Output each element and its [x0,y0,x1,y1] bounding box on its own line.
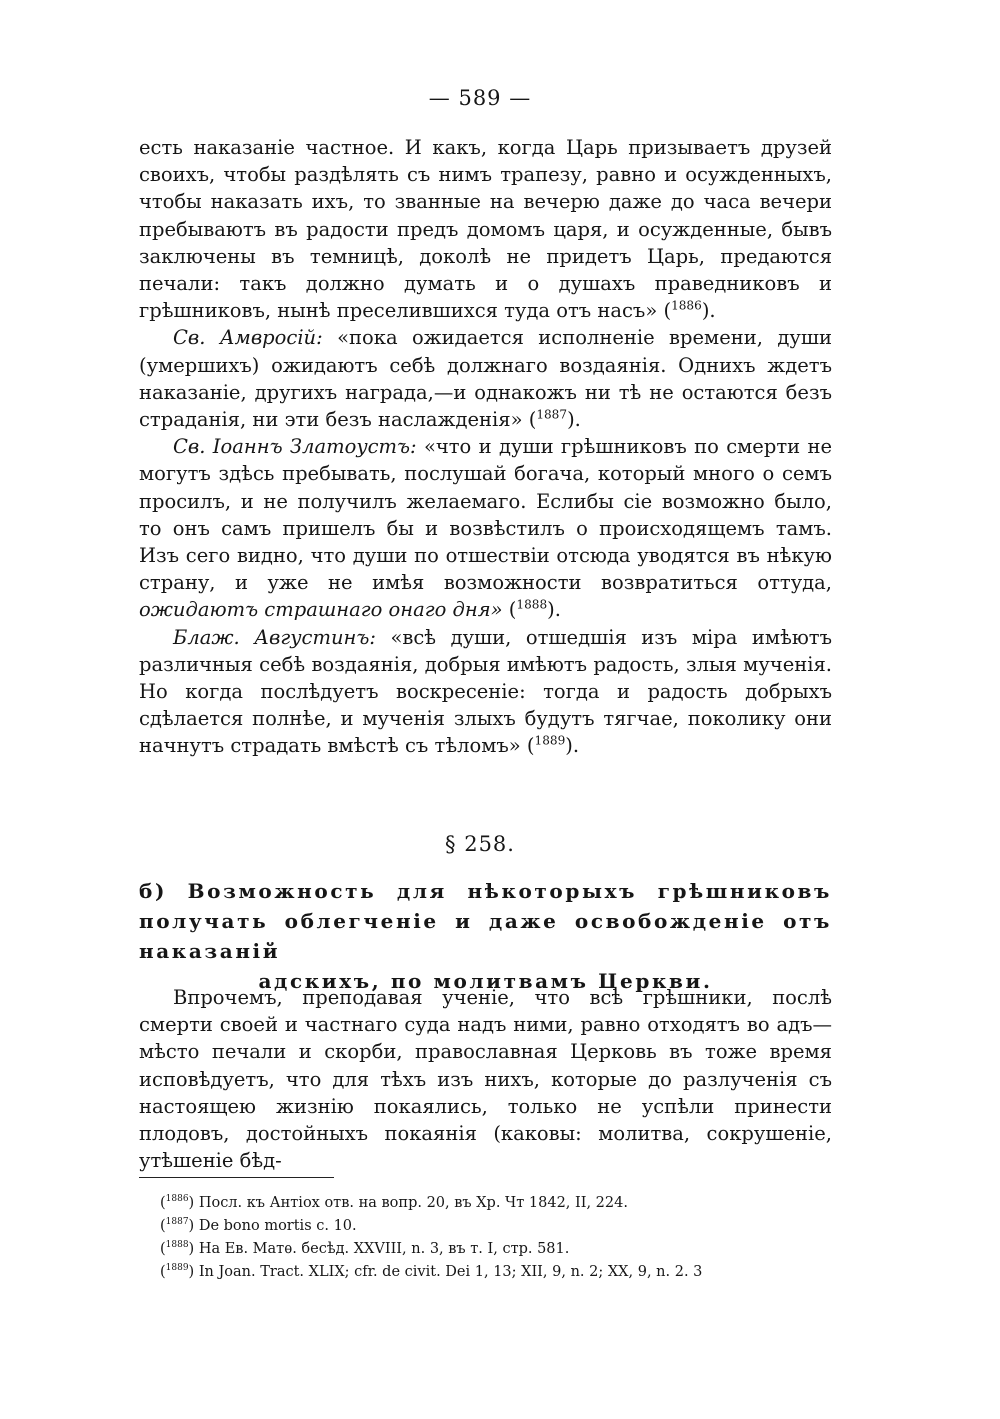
italic-quote: ожидаютъ страшнаго онаго дня» [139,598,503,622]
footnote: ($^{1887}$) De bono mortis c. 10. [160,1217,357,1234]
paragraph-end: ). [547,598,561,622]
footnote-text: ) In Joan. Tract. XLIX; cfr. de civit. Dei 1, 13; XII, 9, n. 2; XX, 9, n. 2. 3 [188,1264,703,1280]
section-text-block [139,984,832,1174]
section-number: § 258. [445,832,515,856]
footnote: ($^{1889}$) In Joan. Tract. XLIX; cfr. de civit. Dei 1, 13; XII, 9, n. 2; XX, 9, n. 2. 3 [160,1263,703,1280]
footnote: ($^{1886}$) Посл. къ Антiох отв. на вопр. 20, въ Хр. Чт 1842, II, 224. [160,1194,628,1211]
paragraph-text: «пока ожидается исполненiе времени, души (умершихъ) ожидаютъ себѣ должнаго воздаянiя. Однихъ ждетъ наказанiе, другихъ награда,—и однакожъ ни тѣ не остаются безъ страданiя, ни эти безъ наслажденiя» ( [139,326,832,432]
paragraph-augustine [139,624,832,760]
footnote-ref[interactable]: 1889 [534,733,566,748]
author-name: Св. Iоаннъ Златоустъ: [173,435,417,459]
footnote-text: ) На Ев. Матѳ. бесѣд. XXVIII, n. 3, въ т. I, стр. 581. [188,1241,570,1257]
paragraph-text: есть наказанiе частное. И какъ, когда Царь призываетъ друзей своихъ, чтобы раздѣлять съ нимъ трапезу, равно и осужденныхъ, чтобы наказать ихъ, то званные на вечерю даже до часа вечери пребываютъ въ радости предъ домомъ царя, и осужденные, бывъ заключены въ темницѣ, доколѣ не придетъ Царь, предаются печали: такъ должно думать и о душахъ праведниковъ и грѣшниковъ, нынѣ преселившихся туда отъ насъ» ( [139,136,832,323]
paragraph-text: «что и души грѣшниковъ по смерти не могутъ здѣсь пребывать, послушай богача, который много о семъ просилъ, и не получилъ желаемаго. Еслибы сiе возможно было, то онъ самъ пришелъ бы и возвѣстилъ о происходящемъ тамъ. Изъ сего видно, что души по отшествiи отсюда уводятся въ нѣкую страну, и уже не имѣя возможности возвратиться оттуда, [139,435,832,595]
author-name: Блаж. Августинъ: [173,625,376,649]
paragraph-continuation [139,134,832,324]
paragraph-end: ). [565,734,580,758]
author-name: Св. Амвросiй: [173,326,323,350]
page-number: — 589 — [428,86,532,110]
footnote: ($^{1888}$) На Ев. Матѳ. бесѣд. XXVIII, n. 3, въ т. I, стр. 581. [160,1240,570,1257]
footnotes [160,1192,840,1284]
section-heading [139,876,832,996]
section-paragraph: Впрочемъ, преподавая ученiе, что всѣ грѣшники, послѣ смерти своей и частнаго суда надъ ними, равно отходятъ во адъ—мѣсто печали и скорби, православная Церковь въ тоже время исповѣдуетъ, что для тѣхъ изъ нихъ, которые до разлученiя съ настоящею жизнiю покаялись, только не успѣли принести плодовъ, достойныхъ покаянiя (каковы: молитва, сокрушенiе, утѣшенiе бѣд- [139,986,832,1173]
footnote-number: 1889 [165,1263,189,1274]
footnote-ref[interactable]: 1887 [536,407,568,422]
footnote-ref[interactable]: 1888 [516,597,548,612]
footnote-number: 1888 [165,1240,189,1251]
paragraph-ambrose [139,324,832,433]
paragraph-text: «всѣ души, отшедшiя изъ мiра имѣютъ различныя себѣ воздаянiя, добрыя имѣютъ радость, злыя мученiя. Но когда послѣдуетъ воскресенiе: тогда и радость добрыхъ сдѣлается полнѣе, и мученiя злыхъ будутъ тягчае, поколику они начнутъ страдать вмѣстѣ съ тѣломъ» ( [139,625,832,758]
footnote-divider [139,1177,334,1178]
section-heading-main: б) Возможность для нѣкоторыхъ грѣшниковъ получать облегченiе и даже освобожденiе отъ наказанiй [139,879,832,963]
paragraph-end: ). [701,299,716,323]
paragraph-end: ). [567,408,581,432]
footnote-ref[interactable]: 1886 [671,298,702,313]
section-heading-last-line: адскихъ, по молитвамъ Церкви. [258,969,713,993]
main-text-block [139,134,832,760]
footnote-text: ) Посл. къ Антiох отв. на вопр. 20, въ Хр. Чт 1842, II, 224. [188,1195,628,1211]
paragraph-chrysostom: Св. Iоаннъ Златоустъ: «что и души грѣшниковъ по смерти не могутъ здѣсь пребывать, послушай богача, который много о семъ просилъ, и не получилъ желаемаго. Еслибы сiе возможно было, то онъ самъ пришелъ бы и возвѣстилъ о происходящемъ тамъ. Изъ сего видно, что души по отшествiи отсюда уводятся въ нѣкую страну, и уже не имѣя возможности возвратиться оттуда, ожидаютъ страшнаго онаго дня» ($^{1888}$). [139,435,832,622]
footnote-number: 1886 [165,1194,189,1205]
footnote-text: ) De bono mortis c. 10. [188,1218,357,1234]
footnote-number: 1887 [165,1217,189,1228]
